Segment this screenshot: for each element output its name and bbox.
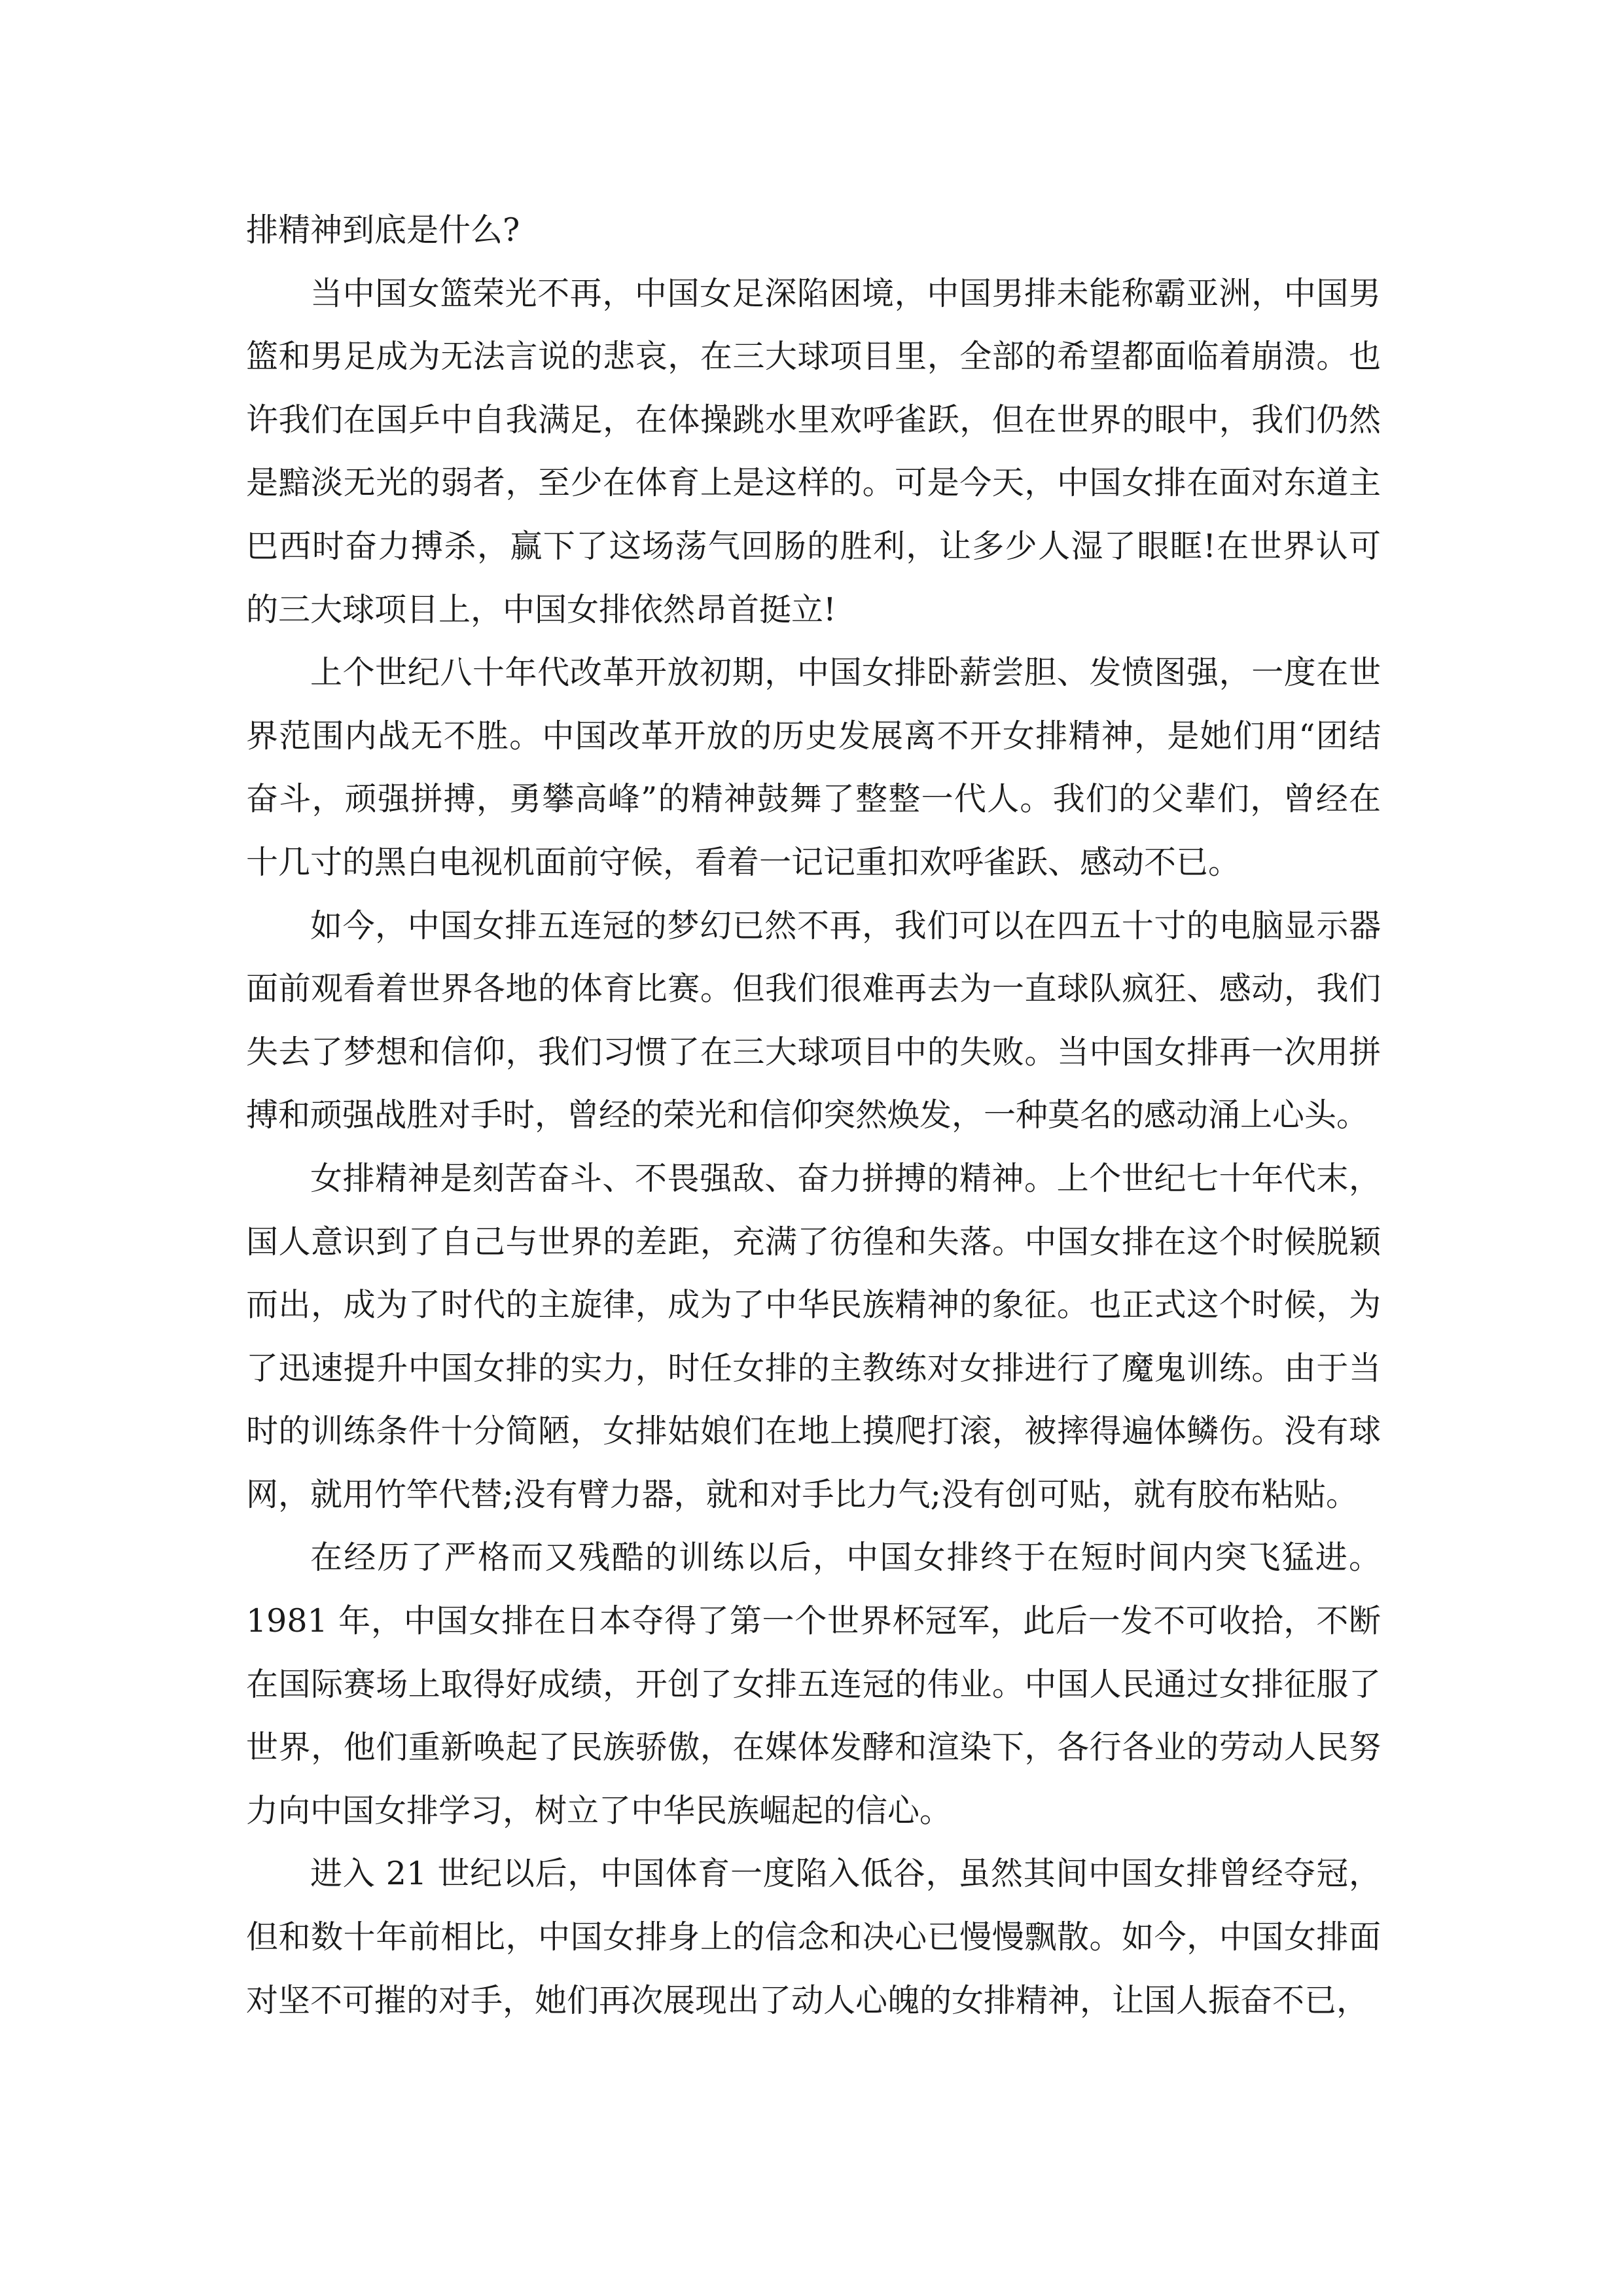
paragraph-4: 如今，中国女排五连冠的梦幻已然不再，我们可以在四五十寸的电脑显示器面前观看着世界各地的体育比赛。但我们很难再去为一直球队疯狂、感动，我们失去了梦想和信仰，我们习惯了在三大球项目中的失败。当中国女排再一次用拼搏和顽强战胜对手时，曾经的荣光和信仰突然焕发，一种莫名的感动涌上心头。 [246, 906, 1381, 1134]
paragraph-3: 上个世纪八十年代改革开放初期，中国女排卧薪尝胆、发愤图强，一度在世界范围内战无不胜。中国改革开放的历史发展离不开女排精神，是她们用“团结奋斗，顽强拼搏，勇攀高峰”的精神鼓舞了整整一代人。我们的父辈们，曾经在十几寸的黑白电视机面前守候，看着一记记重扣欢呼雀跃、感动不已。 [246, 654, 1381, 881]
paragraph-2: 当中国女篮荣光不再，中国女足深陷困境，中国男排未能称霸亚洲，中国男篮和男足成为无法言说的悲哀，在三大球项目里，全部的希望都面临着崩溃。也许我们在国乒中自我满足，在体操跳水里欢呼雀跃，但在世界的眼中，我们仍然是黯淡无光的弱者，至少在体育上是这样的。可是今天，中国女排在面对东道主巴西时奋力搏杀，赢下了这场荡气回肠的胜利，让多少人湿了眼眶!在世界认可的三大球项目上，中国女排依然昂首挺立! [246, 274, 1381, 628]
paragraph-5: 女排精神是刻苦奋斗、不畏强敌、奋力拼搏的精神。上个世纪七十年代末，国人意识到了自己与世界的差距，充满了彷徨和失落。中国女排在这个时候脱颖而出，成为了时代的主旋律，成为了中华民族精神的象征。也正式这个时候，为了迅速提升中国女排的实力，时任女排的主教练对女排进行了魔鬼训练。由于当时的训练条件十分简陋，女排姑娘们在地上摸爬打滚，被摔得遍体鳞伤。没有球网，就用竹竿代替;没有臂力器，就和对手比力气;没有创可贴，就有胶布粘贴。 [246, 1159, 1381, 1513]
document-body [246, 199, 1381, 2032]
paragraph-6: 在经历了严格而又残酷的训练以后，中国女排终于在短时间内突飞猛进。1981 年，中国女排在日本夺得了第一个世界杯冠军，此后一发不可收拾，不断在国际赛场上取得好成绩，开创了女排五连冠的伟业。中国人民通过女排征服了世界，他们重新唤起了民族骄傲，在媒体发酵和渲染下，各行各业的劳动人民努力向中国女排学习，树立了中华民族崛起的信心。 [246, 1539, 1381, 1829]
paragraph-7: 进入 21 世纪以后，中国体育一度陷入低谷，虽然其间中国女排曾经夺冠，但和数十年前相比，中国女排身上的信念和决心已慢慢飘散。如今，中国女排面对坚不可摧的对手，她们再次展现出了动人心魄的女排精神，让国人振奋不已， [246, 1855, 1381, 2019]
paragraph-1: 排精神到底是什么? [246, 211, 520, 249]
